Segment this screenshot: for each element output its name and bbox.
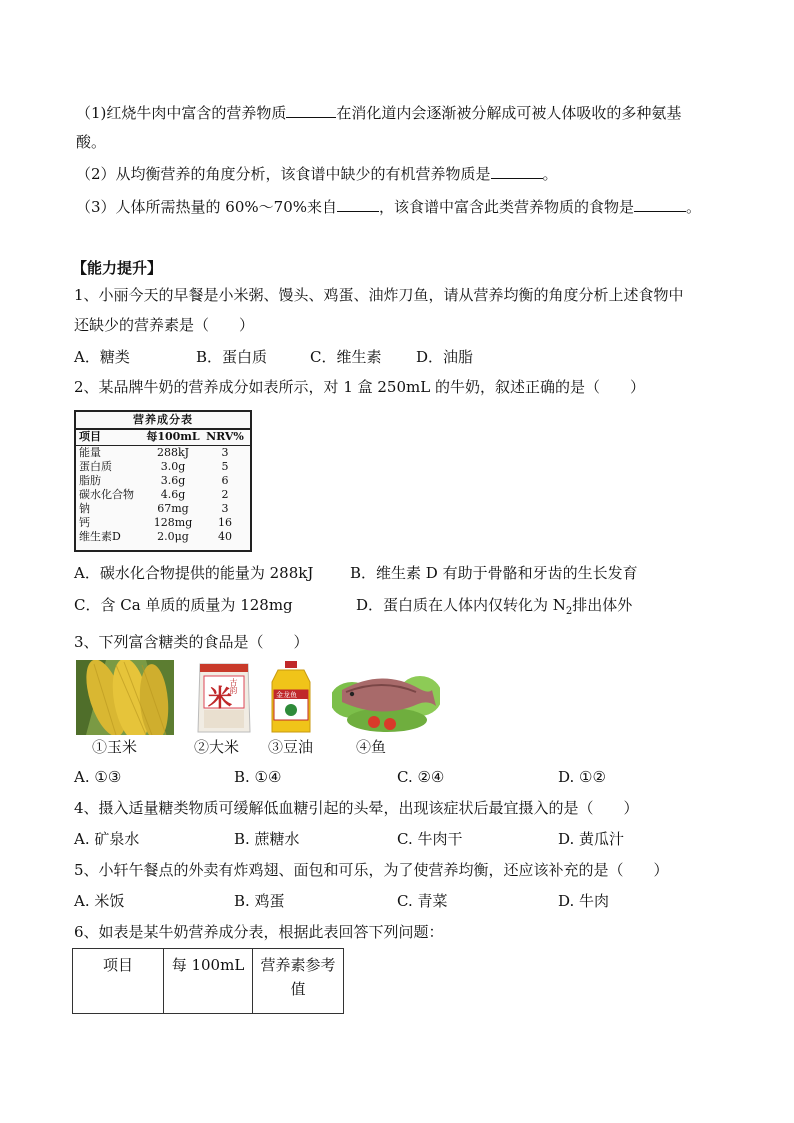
answer-blank[interactable] [286, 102, 336, 118]
q6-stem: 6、如表是某牛奶营养成分表，根据此表回答下列问题： [74, 923, 444, 941]
q5-option-a[interactable]: A. 米饭 [74, 892, 125, 910]
corn-image [76, 660, 174, 735]
q3-option-d[interactable]: D. ①② [558, 768, 606, 786]
oil-bottle-image [268, 660, 314, 735]
intro-q1-line1: （1)红烧牛肉中富含的营养物质 在消化道内会逐渐被分解成可被人体吸收的多种氨基 [76, 104, 682, 122]
q1-option-a[interactable]: A．糖类 [74, 348, 130, 366]
rice-bag-char: 米 [208, 683, 232, 712]
fish-image [332, 660, 440, 735]
rice-bag-brand: 古韵 [229, 678, 238, 694]
caption-rice: ②大米 [194, 738, 240, 756]
table-header-item: 项目 [73, 949, 164, 1014]
answer-blank[interactable] [337, 196, 379, 212]
nutrition-label-header: 项目 每100mL NRV% [76, 430, 250, 446]
caption-fish: ④鱼 [356, 738, 387, 756]
q2-option-d[interactable]: D．蛋白质在人体内仅转化为 $N_2$排出体外 [356, 596, 633, 617]
nutrition-row: 脂肪 3.6g 6 [79, 474, 229, 487]
nutrition-row: 能量 288kJ 3 [79, 446, 229, 459]
q3-stem: 3、下列富含糖类的食品是（ ） [74, 633, 309, 651]
q3-option-b[interactable]: B. ①④ [234, 768, 282, 786]
q5-option-b[interactable]: B. 鸡蛋 [234, 892, 285, 910]
q4-option-b[interactable]: B. 蔗糖水 [234, 830, 300, 848]
q3-option-a[interactable]: A. ①③ [74, 768, 122, 786]
q4-option-a[interactable]: A. 矿泉水 [74, 830, 140, 848]
q1-option-c[interactable]: C．维生素 [310, 348, 382, 366]
answer-blank[interactable] [634, 196, 686, 212]
nutrition-row: 维生素D 2.0μg 40 [79, 530, 232, 543]
caption-oil: ③豆油 [268, 738, 314, 756]
q5-option-c[interactable]: C. 青菜 [397, 892, 448, 910]
q1-option-b[interactable]: B．蛋白质 [196, 348, 268, 366]
answer-blank[interactable] [491, 163, 543, 179]
q5-stem: 5、小轩午餐点的外卖有炸鸡翅、面包和可乐，为了使营养均衡，还应该补充的是（ ） [74, 861, 669, 879]
fish-illustration [332, 660, 440, 735]
table-row [73, 949, 344, 1014]
caption-corn: ①玉米 [92, 738, 138, 756]
intro-q2-line: （2）从均衡营养的角度分析，该食谱中缺少的有机营养物质是 。 [76, 165, 558, 183]
q2-option-b[interactable]: B．维生素 D 有助于骨骼和牙齿的生长发育 [350, 564, 638, 582]
section-title: 【能力提升】 [72, 259, 163, 277]
q4-option-d[interactable]: D. 黄瓜汁 [558, 830, 625, 848]
nutrition-row: 蛋白质 3.0g 5 [79, 460, 229, 473]
corn-illustration [76, 660, 174, 735]
q4-option-c[interactable]: C. 牛肉干 [397, 830, 463, 848]
nutrition-row: 钠 67mg 3 [79, 502, 229, 515]
q3-option-c[interactable]: C. ②④ [397, 768, 445, 786]
intro-q1-line2: 酸。 [76, 133, 107, 151]
q2-option-a[interactable]: A．碳水化合物提供的能量为 288kJ [74, 564, 314, 582]
nutrition-label-title: 营养成分表 [76, 412, 250, 430]
q4-stem: 4、摄入适量糖类物质可缓解低血糖引起的头晕，出现该症状后最宜摄入的是（ ） [74, 799, 639, 817]
table-header-nrv: 营养素参考值 [253, 949, 344, 1014]
nutrition-row: 碳水化合物 4.6g 2 [79, 488, 229, 501]
rice-bag-image [194, 660, 254, 735]
q1-stem-cont: 还缺少的营养素是（ ） [74, 316, 255, 334]
q1-stem: 1、小丽今天的早餐是小米粥、馒头、鸡蛋、油炸刀鱼，请从营养均衡的角度分析上述食物中 [74, 286, 684, 304]
nutrition-label-image [74, 410, 252, 552]
nutrition-row: 钙 128mg 16 [79, 516, 232, 529]
oil-brand: 金龙鱼 [276, 691, 297, 699]
table-header-per100ml: 每 100mL [164, 949, 253, 1014]
q5-option-d[interactable]: D. 牛肉 [558, 892, 610, 910]
q6-nutrition-table [72, 948, 344, 1014]
q1-option-d[interactable]: D．油脂 [416, 348, 474, 366]
q2-stem: 2、某品牌牛奶的营养成分如表所示，对 1 盒 250mL 的牛奶，叙述正确的是（ ） [74, 378, 645, 396]
intro-q3-line: （3）人体所需热量的 60%～70%来自 ，该食谱中富含此类营养物质的食物是 。 [76, 198, 702, 216]
q2-option-c[interactable]: C．含 Ca 单质的质量为 128mg [74, 596, 293, 614]
